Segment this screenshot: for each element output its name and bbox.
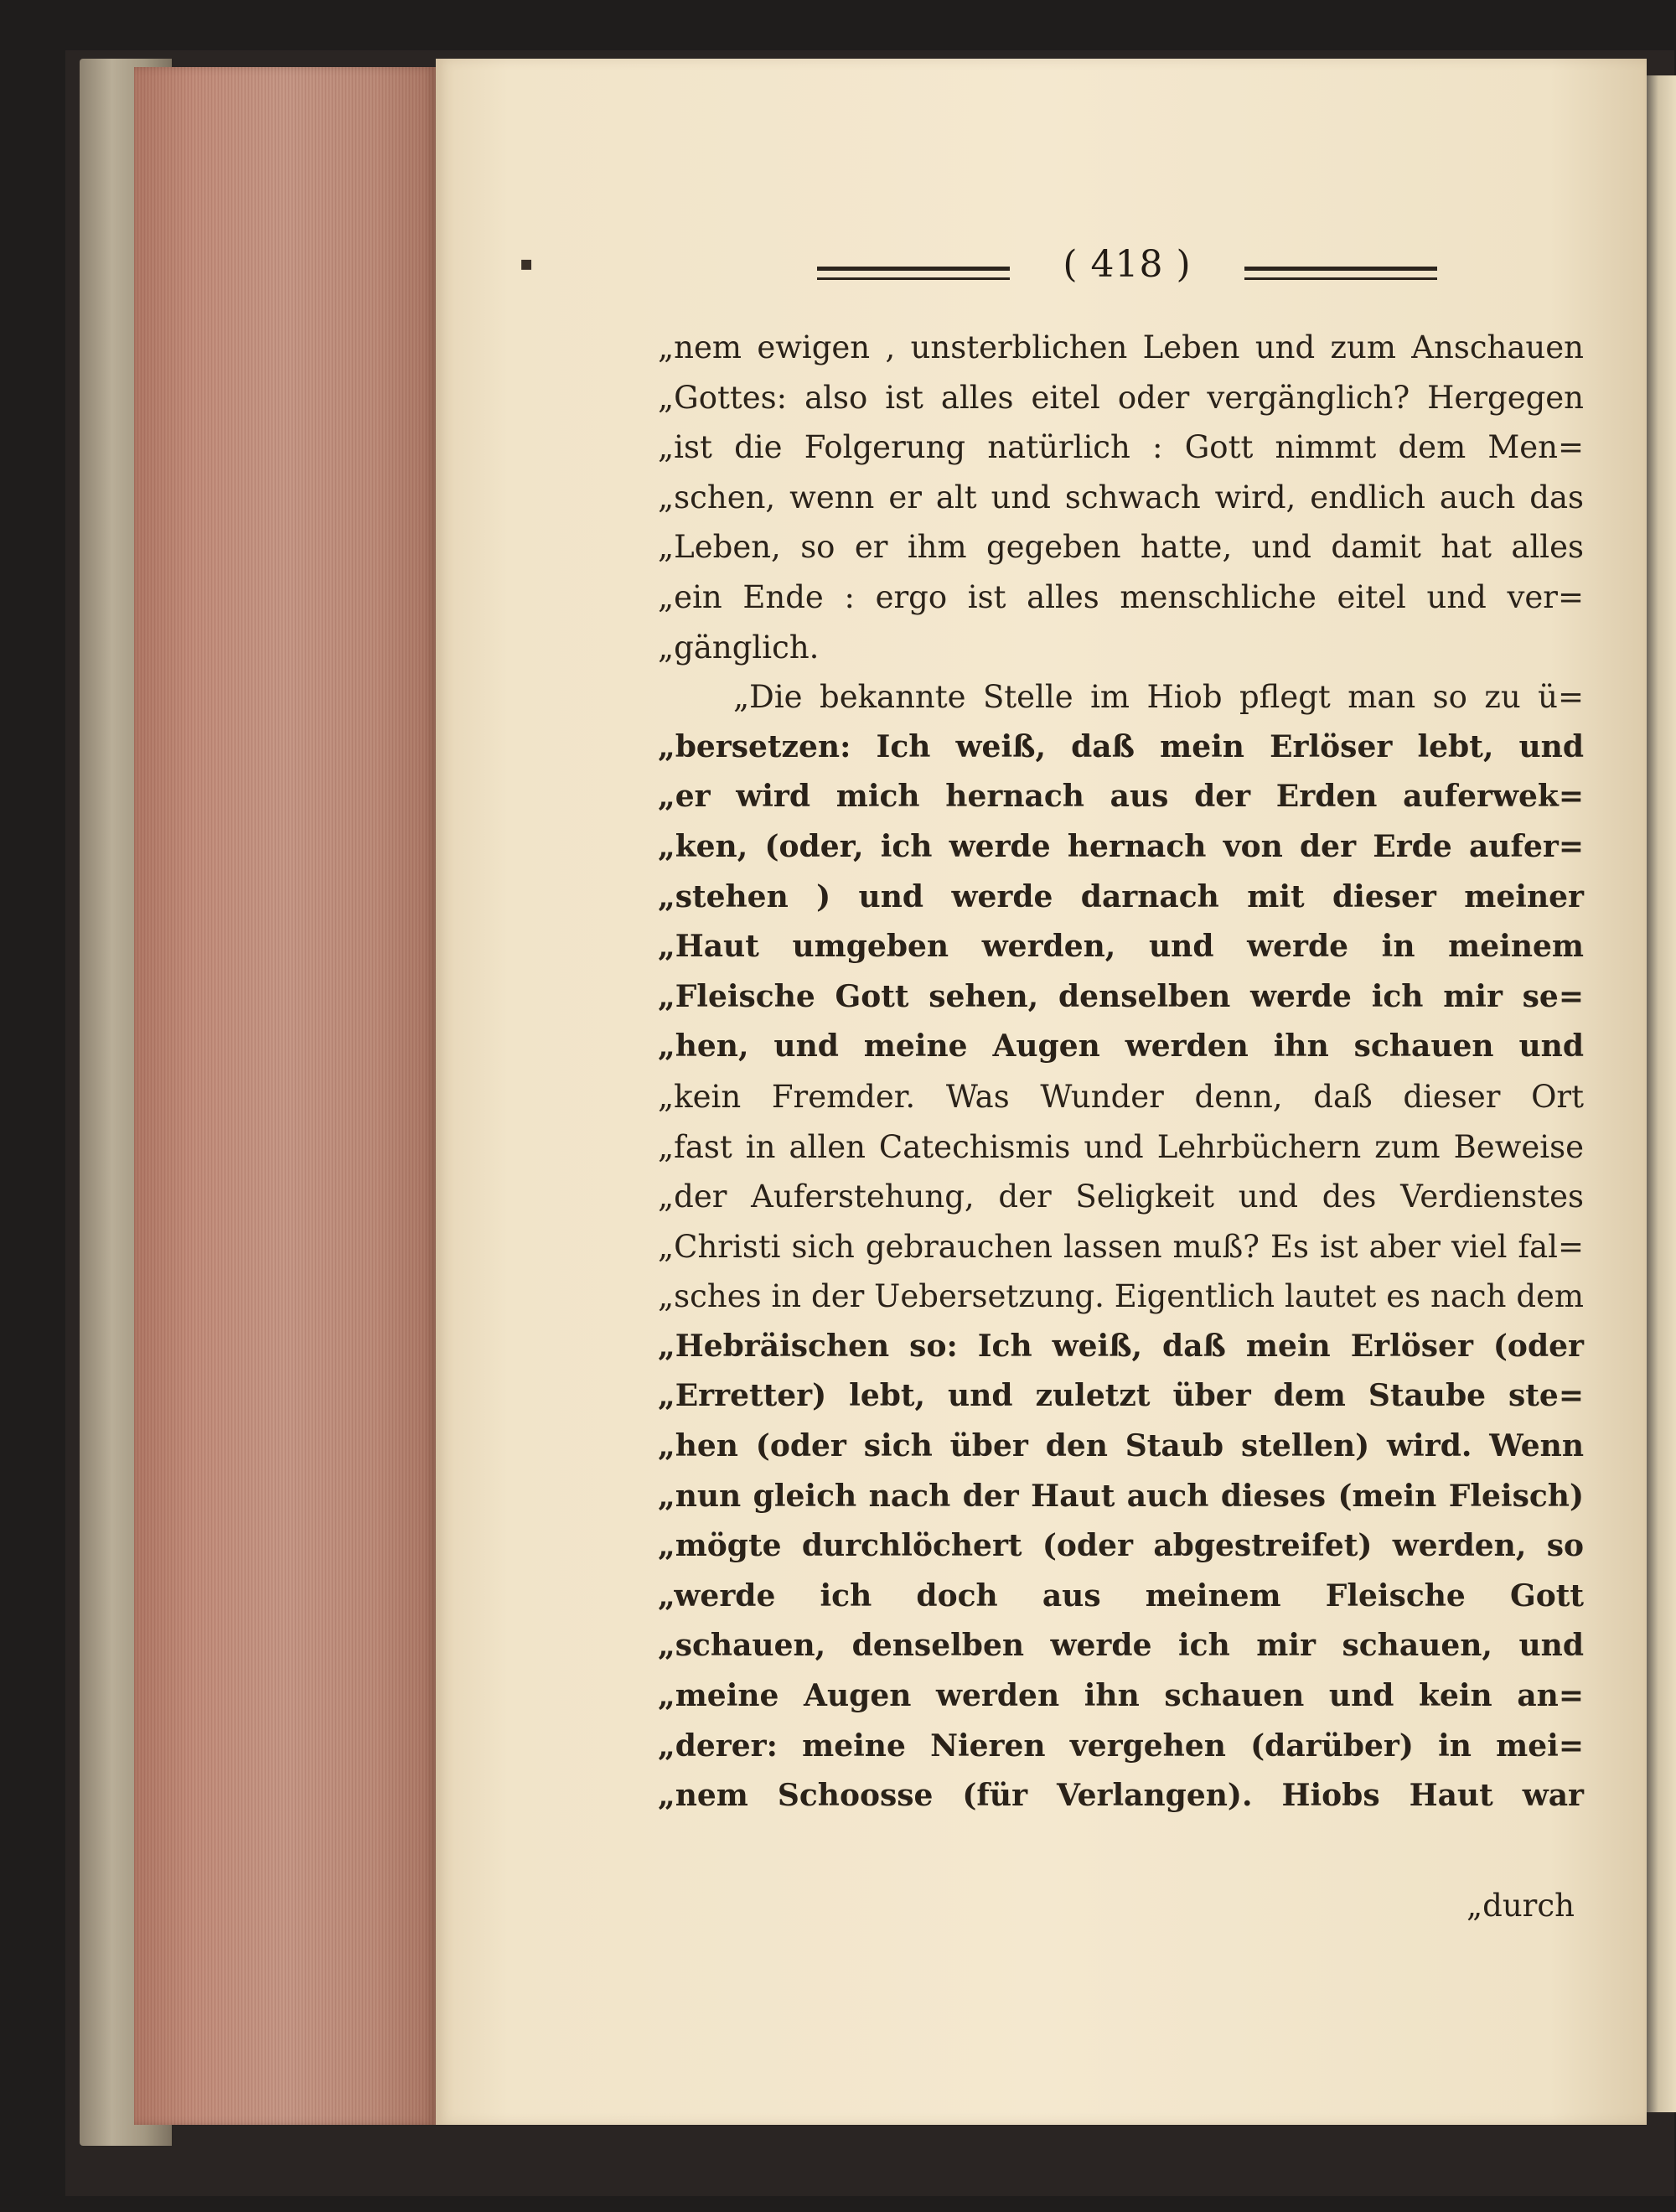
text-line: „hen, und meine Augen werden ihn schauen und: [658, 1028, 1584, 1065]
text-line: „Leben, so er ihm gegeben hatte, und damit hat alles: [658, 529, 1584, 566]
paragraph-start-line: „Die bekannte Stelle im Hiob pflegt man so zu ü=: [733, 679, 1584, 716]
text-line: „nun gleich nach der Haut auch dieses (mein Fleisch): [658, 1478, 1584, 1514]
text-line: „schauen, denselben werde ich mir schauen, und: [658, 1628, 1584, 1664]
text-line: „schen, wenn er alt und schwach wird, endlich auch das: [658, 479, 1584, 515]
text-line: „fast in allen Catechismis und Lehrbüchern zum Beweise: [658, 1128, 1584, 1165]
text-line: „ken, (oder, ich werde hernach von der Erde aufer=: [658, 828, 1584, 864]
text-line: „Haut umgeben werden, und werde in meinem: [658, 929, 1584, 965]
text-line: „gänglich.: [658, 629, 820, 666]
text-line: „Hebräischen so: Ich weiß, daß mein Erlöser (oder: [658, 1328, 1584, 1364]
text-line: „Fleische Gott sehen, denselben werde ich mir se=: [658, 978, 1584, 1014]
text-line: „meine Augen werden ihn schauen und kein an=: [658, 1678, 1584, 1714]
catchword: „durch: [1466, 1888, 1575, 1924]
text-line: „Gottes: also ist alles eitel oder vergänglich? Hergegen: [658, 379, 1584, 416]
text-line: „nem Schoosse (für Verlangen). Hiobs Haut war: [658, 1778, 1584, 1814]
text-line: „bersetzen: Ich weiß, daß mein Erlöser lebt, und: [658, 728, 1584, 764]
page-edges: [134, 67, 436, 2125]
text-line: „nem ewigen , unsterblichen Leben und zum Anschauen: [658, 329, 1584, 365]
facing-page-edge: [1647, 75, 1676, 2112]
text-line: „derer: meine Nieren vergehen (darüber) in mei=: [658, 1728, 1584, 1764]
page-header: [817, 243, 1437, 302]
text-line: „mögte durchlöchert (oder abgestreifet) werden, so: [658, 1528, 1584, 1564]
text-line: „Erretter) lebt, und zuletzt über dem Staube ste=: [658, 1378, 1584, 1414]
text-line: „ist die Folgerung natürlich : Gott nimmt dem Men=: [658, 429, 1584, 466]
header-rule-right: [1244, 267, 1437, 280]
text-line: „hen (oder sich über den Staub stellen) wird. Wenn: [658, 1428, 1584, 1464]
body-text: [658, 323, 1584, 1821]
text-line: „sches in der Uebersetzung. Eigentlich lautet es nach dem: [658, 1278, 1584, 1315]
ink-speck: ▪: [520, 251, 534, 275]
text-line: „Christi sich gebrauchen lassen muß? Es ist aber viel fal=: [658, 1228, 1584, 1265]
text-line: „stehen ) und werde darnach mit dieser meiner: [658, 878, 1584, 914]
text-line: „ein Ende : ergo ist alles menschliche eitel und ver=: [658, 578, 1584, 615]
text-line: „kein Fremder. Was Wunder denn, daß dieser Ort: [658, 1078, 1584, 1115]
text-line: „der Auferstehung, der Seligkeit und des Verdienstes: [658, 1179, 1584, 1215]
text-line: „werde ich doch aus meinem Fleische Gott: [658, 1577, 1584, 1614]
text-line: „er wird mich hernach aus der Erden auferwek=: [658, 779, 1584, 815]
page-number: ( 418 ): [1063, 243, 1192, 286]
